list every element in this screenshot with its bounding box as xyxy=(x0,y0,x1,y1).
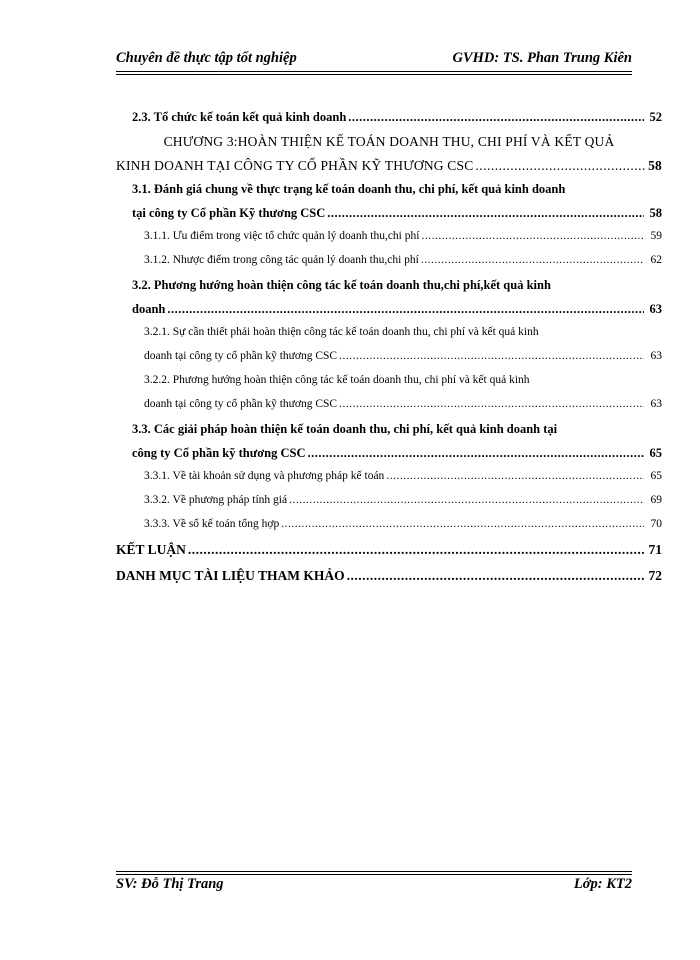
toc-leader xyxy=(327,206,644,221)
toc-entry-text: tại công ty Cổ phần Kỹ thương CSC xyxy=(132,206,326,220)
table-of-contents xyxy=(116,110,662,594)
toc-entry-3-1-1[interactable] xyxy=(116,230,662,254)
toc-page-number: 65 xyxy=(650,470,662,482)
toc-entry-3-3-1[interactable] xyxy=(116,470,662,494)
toc-entry-3-2-line1[interactable] xyxy=(116,278,662,302)
toc-page-number: 63 xyxy=(650,398,662,410)
toc-leader xyxy=(281,518,644,530)
toc-chapter-3-line1[interactable] xyxy=(116,134,662,158)
toc-page-number: 62 xyxy=(650,254,662,266)
toc-leader xyxy=(386,470,644,482)
toc-entry-conclusion[interactable] xyxy=(116,542,662,568)
toc-entry-3-2-1-line2[interactable] xyxy=(116,350,662,374)
toc-entry-text: DANH MỤC TÀI LIỆU THAM KHẢO xyxy=(116,568,345,583)
toc-entry-text: 3.1.1. Ưu điểm trong việc tổ chức quản lý doanh thu,chi phí xyxy=(144,230,420,242)
toc-entry-text: doanh tại công ty cổ phần kỹ thương CSC xyxy=(144,350,338,362)
toc-entry-text: 3.3. Các giải pháp hoàn thiện kế toán doanh thu, chi phí, kết quả kinh doanh tại xyxy=(132,422,558,436)
header-rule xyxy=(116,71,632,75)
toc-entry-text: 3.2. Phương hướng hoàn thiện công tác kế toán doanh thu,chi phí,kết quả kinh xyxy=(132,278,551,292)
toc-entry-3-2-line2[interactable] xyxy=(116,302,662,326)
toc-page-number: 71 xyxy=(648,542,662,557)
toc-leader xyxy=(167,302,644,317)
toc-entry-text: doanh xyxy=(132,302,166,316)
toc-leader xyxy=(339,398,644,410)
toc-leader xyxy=(421,254,644,266)
toc-entry-text: doanh tại công ty cổ phần kỹ thương CSC xyxy=(144,398,338,410)
toc-leader xyxy=(188,542,644,558)
toc-entry-text: KẾT LUẬN xyxy=(116,542,186,557)
toc-entry-references[interactable] xyxy=(116,568,662,594)
page-footer xyxy=(116,876,632,898)
toc-entry-text: 3.3.1. Về tài khoản sử dụng và phương pháp kế toán xyxy=(144,470,385,482)
toc-leader xyxy=(348,110,644,125)
toc-entry-text: KINH DOANH TẠI CÔNG TY CỔ PHẦN KỸ THƯƠNG CSC xyxy=(116,158,474,173)
toc-page-number: 58 xyxy=(648,158,662,173)
footer-class: Lớp: KT2 xyxy=(573,876,632,892)
header-course-title: Chuyên đề thực tập tốt nghiệp xyxy=(116,50,297,66)
toc-entry-3-1-line2[interactable] xyxy=(116,206,662,230)
toc-entry-3-3-line2[interactable] xyxy=(116,446,662,470)
toc-entry-text: 3.3.3. Về sổ kế toán tổng hợp xyxy=(144,518,280,530)
toc-leader xyxy=(308,446,645,461)
toc-entry-3-1-2[interactable] xyxy=(116,254,662,278)
toc-entry-3-2-2-line1[interactable] xyxy=(116,374,662,398)
toc-page-number: 65 xyxy=(649,446,662,460)
toc-entry-text: 3.2.1. Sự cần thiết phải hoàn thiện công tác kế toán doanh thu, chi phí và kết quả kinh xyxy=(144,326,539,338)
toc-entry-3-3-line1[interactable] xyxy=(116,422,662,446)
page-header xyxy=(116,50,632,72)
toc-page-number: 58 xyxy=(649,206,662,220)
header-supervisor: GVHD: TS. Phan Trung Kiên xyxy=(452,50,632,66)
toc-entry-text: 3.1.2. Nhược điểm trong công tác quản lý doanh thu,chi phí xyxy=(144,254,419,266)
toc-page-number: 52 xyxy=(649,110,662,124)
toc-chapter-3-line2[interactable] xyxy=(116,158,662,182)
toc-entry-text: công ty Cổ phần kỹ thương CSC xyxy=(132,446,306,460)
toc-entry-3-2-2-line2[interactable] xyxy=(116,398,662,422)
toc-page-number: 70 xyxy=(650,518,662,530)
toc-entry-text: 3.1. Đánh giá chung về thực trạng kế toán doanh thu, chi phí, kết quả kinh doanh xyxy=(132,182,566,196)
toc-page-number: 69 xyxy=(650,494,662,506)
toc-leader xyxy=(475,158,646,174)
footer-student: SV: Đỗ Thị Trang xyxy=(116,876,224,892)
toc-entry-3-1-line1[interactable] xyxy=(116,182,662,206)
toc-entry-2-3[interactable] xyxy=(116,110,662,134)
footer-rule xyxy=(116,871,632,875)
toc-leader xyxy=(339,350,644,362)
toc-page-number: 72 xyxy=(648,568,662,583)
toc-page-number: 63 xyxy=(650,350,662,362)
toc-entry-3-2-1-line1[interactable] xyxy=(116,326,662,350)
toc-leader xyxy=(347,568,644,584)
toc-page-number: 63 xyxy=(649,302,662,316)
toc-page-number: 59 xyxy=(650,230,662,242)
toc-entry-text: 2.3. Tổ chức kế toán kết quả kinh doanh xyxy=(132,110,347,124)
toc-leader xyxy=(421,230,644,242)
toc-leader xyxy=(289,494,644,506)
toc-entry-text: CHƯƠNG 3:HOÀN THIỆN KẾ TOÁN DOANH THU, CHI PHÍ VÀ KẾT QUẢ xyxy=(163,134,615,149)
toc-entry-3-3-3[interactable] xyxy=(116,518,662,542)
toc-entry-3-3-2[interactable] xyxy=(116,494,662,518)
toc-entry-text: 3.2.2. Phương hướng hoàn thiện công tác kế toán doanh thu, chi phí và kết quả kinh xyxy=(144,374,530,386)
toc-entry-text: 3.3.2. Về phương pháp tính giá xyxy=(144,494,288,506)
